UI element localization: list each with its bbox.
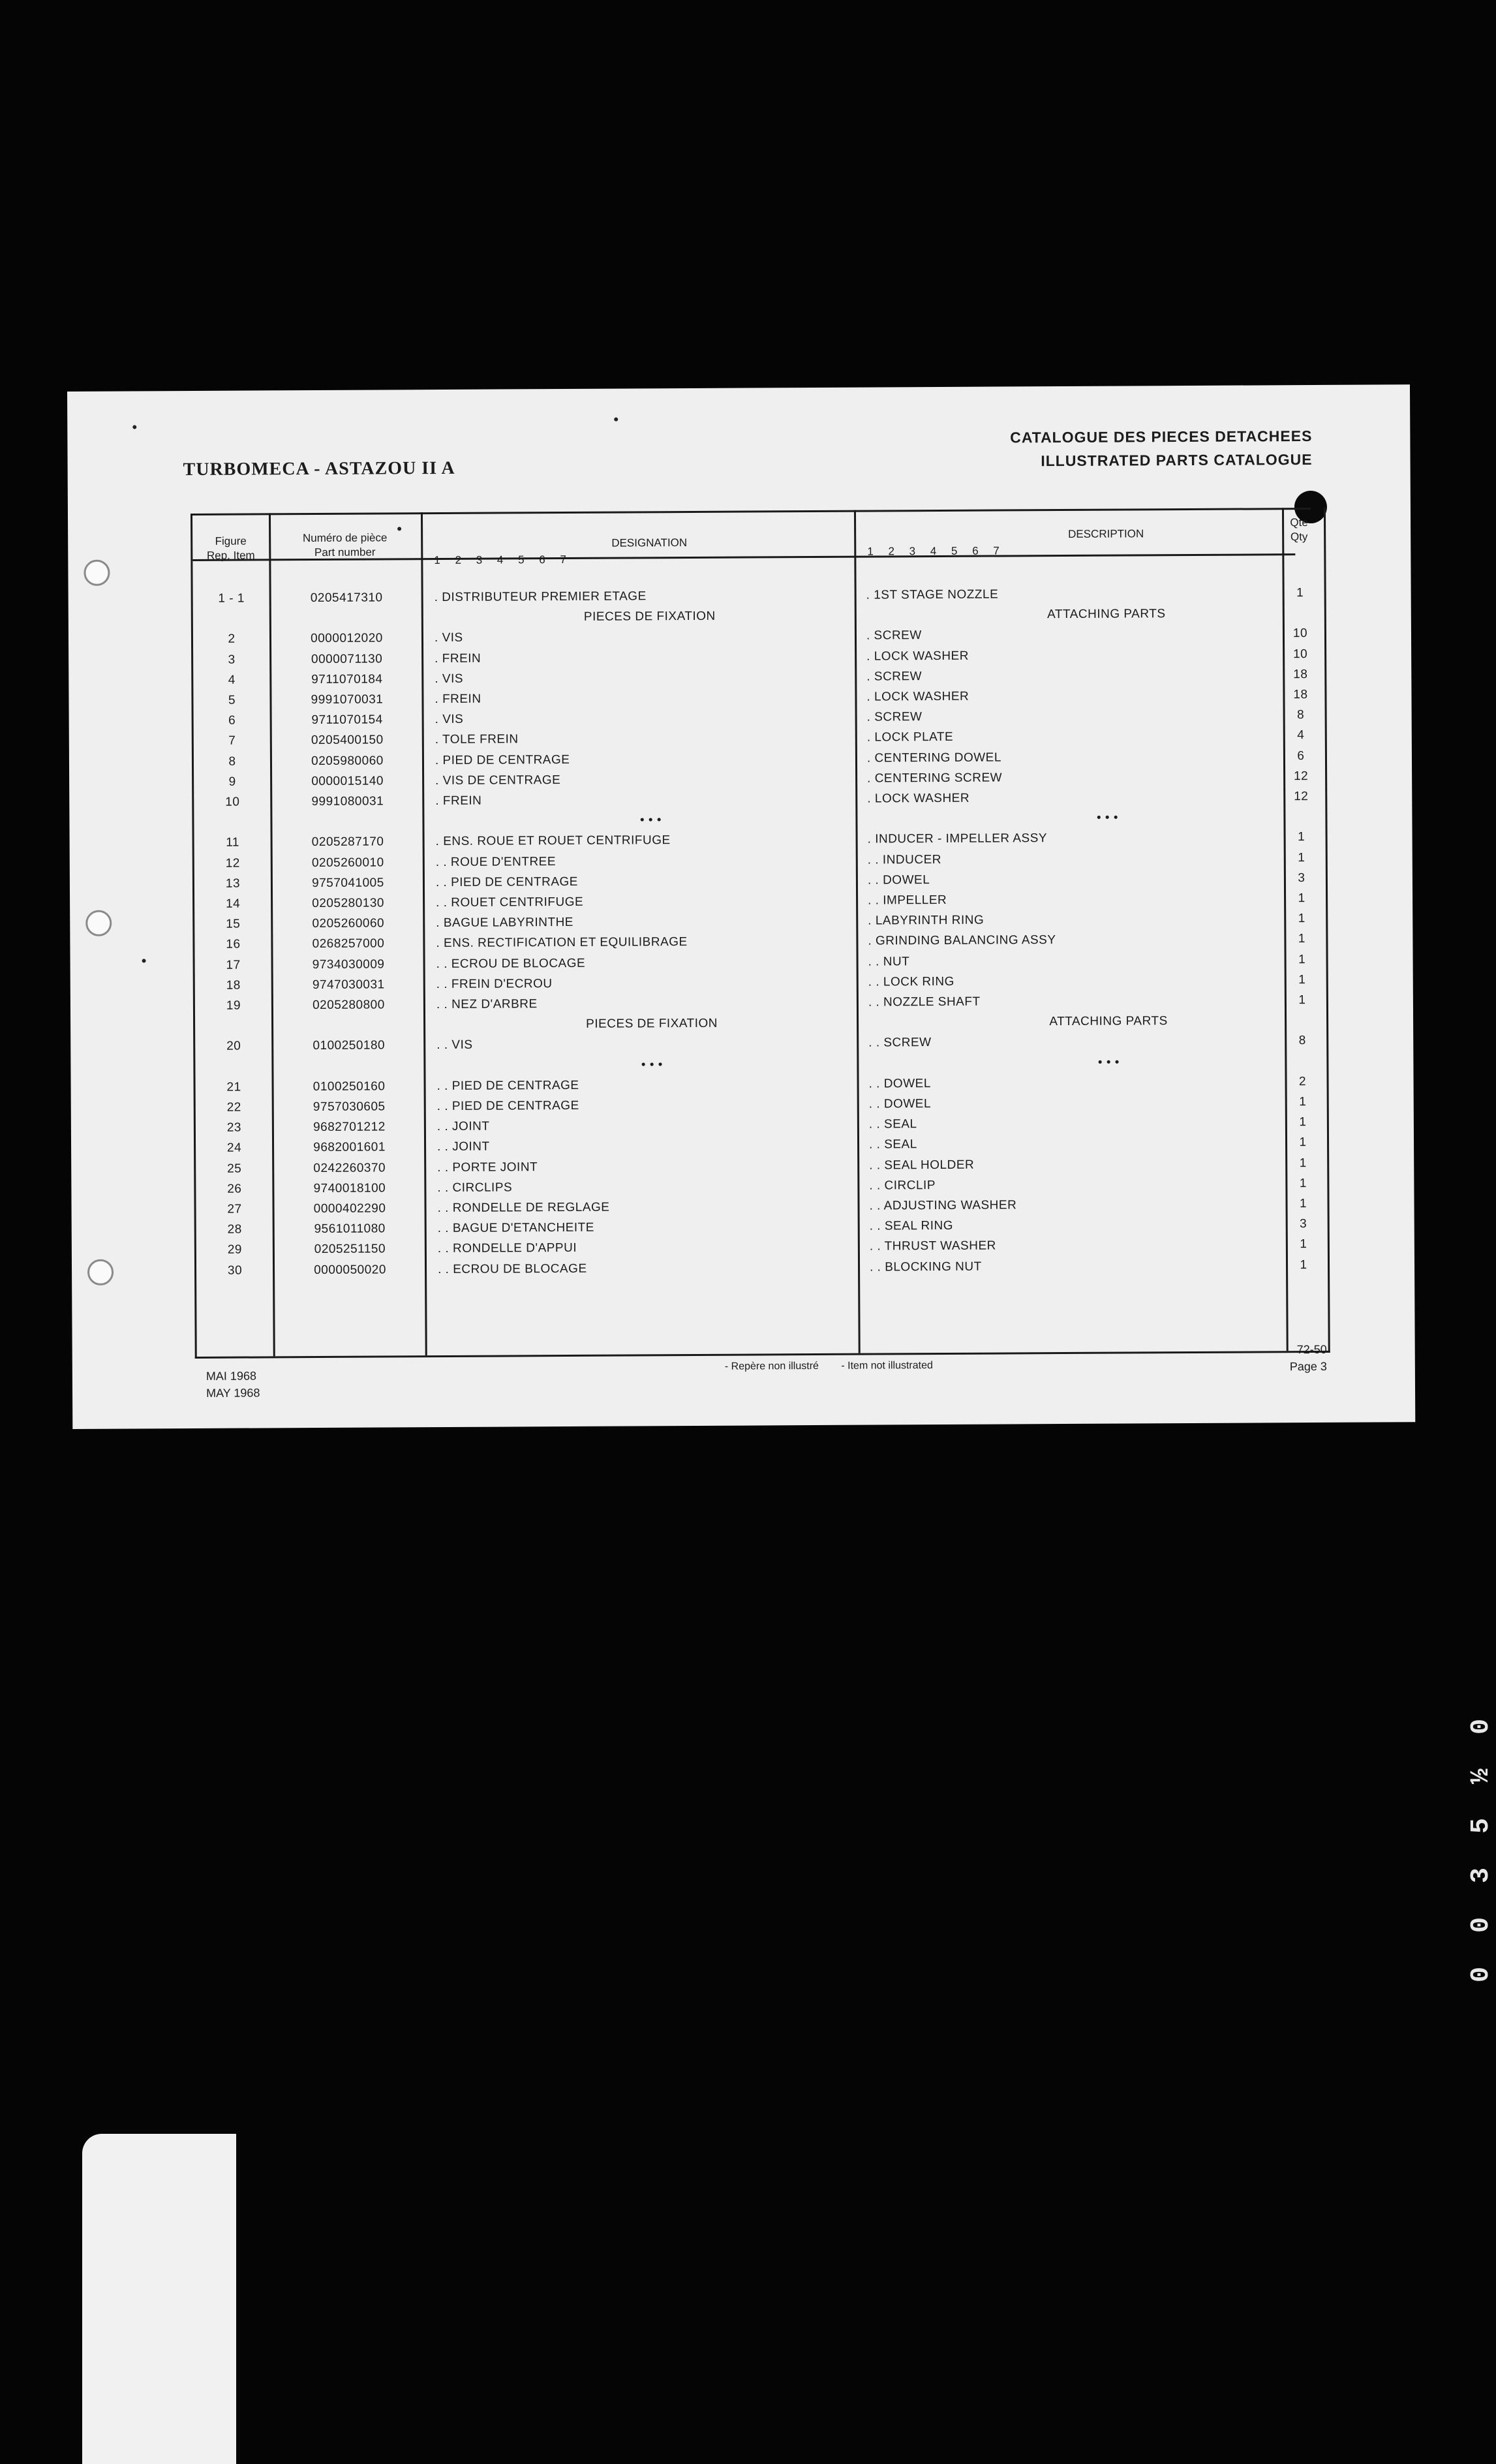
- part-number: 0205400150: [311, 733, 384, 748]
- part-number: 0000402290: [313, 1201, 386, 1216]
- col-figure-en: Rep. Item: [206, 549, 255, 562]
- page-ref: [1290, 1341, 1327, 1375]
- designation: . PIED DE CENTRAGE: [435, 752, 570, 767]
- speck: [142, 959, 146, 962]
- designation-heading: PIECES DE FIXATION: [586, 1016, 718, 1032]
- part-number: 9711070184: [311, 672, 383, 686]
- description: . SCREW: [866, 669, 923, 684]
- designation: . . PIED DE CENTRAGE: [435, 874, 578, 889]
- quantity: 10: [1292, 647, 1308, 661]
- description: . SCREW: [866, 710, 923, 724]
- col-designation: DESIGNATION: [611, 536, 688, 549]
- part-number: 0205417310: [310, 591, 383, 606]
- designation: . . RONDELLE DE REGLAGE: [437, 1200, 610, 1216]
- designation-heading: • • •: [639, 813, 662, 827]
- column-divider: [421, 512, 427, 1355]
- figure-item: 30: [227, 1263, 243, 1278]
- quantity: 1: [1298, 830, 1305, 844]
- binder-hole: [85, 910, 112, 936]
- designation-heading: PIECES DE FIXATION: [583, 609, 716, 624]
- figure-item: 22: [226, 1100, 241, 1115]
- figure-item: 10: [225, 795, 240, 809]
- issue-date-en: MAY 1968: [206, 1386, 260, 1400]
- description: . . THRUST WASHER: [869, 1239, 996, 1254]
- designation: . . PIED DE CENTRAGE: [436, 1078, 579, 1093]
- figure-item: 15: [226, 917, 241, 931]
- chapter-number: 72-50: [1296, 1342, 1327, 1357]
- quantity: 18: [1293, 688, 1308, 702]
- part-number: 9757041005: [312, 876, 384, 890]
- part-number: 0205287170: [311, 835, 384, 850]
- description-heading: ATTACHING PARTS: [1047, 607, 1166, 622]
- figure-item: 21: [226, 1080, 241, 1094]
- part-number: 9682001601: [313, 1140, 386, 1155]
- description: . . INDUCER: [867, 852, 942, 867]
- figure-item: 19: [226, 998, 241, 1013]
- figure-item: 12: [225, 856, 240, 870]
- quantity: 1: [1298, 850, 1305, 865]
- description: . LOCK PLATE: [866, 730, 954, 745]
- page-number: Page 3: [1289, 1359, 1327, 1374]
- catalogue-title-en: ILLUSTRATED PARTS CATALOGUE: [1041, 451, 1313, 470]
- quantity: 1: [1299, 1156, 1307, 1170]
- figure-item: 4: [228, 673, 236, 687]
- figure-item: 28: [227, 1222, 242, 1237]
- part-number: 0000012020: [311, 631, 383, 646]
- part-number: 0205260010: [311, 855, 384, 870]
- designation: . VIS: [434, 631, 463, 645]
- figure-item: 9: [228, 775, 236, 789]
- description: . LOCK WASHER: [867, 791, 970, 806]
- quantity: 12: [1293, 769, 1309, 783]
- quantity: 1: [1296, 586, 1304, 600]
- quantity: 1: [1298, 952, 1306, 966]
- description: . CENTERING SCREW: [867, 771, 1003, 786]
- quantity: 6: [1297, 748, 1305, 763]
- quantity: 1: [1298, 993, 1306, 1008]
- column-divider: [854, 510, 861, 1353]
- designation: . FREIN: [435, 793, 482, 808]
- film-strip-edge: [82, 2134, 236, 2464]
- quantity: 4: [1297, 728, 1305, 743]
- catalogue-title: [1010, 424, 1313, 472]
- speck: [614, 418, 618, 422]
- indent-digits: 1 2 3 4 5 6 7: [434, 553, 572, 567]
- part-number: 0242260370: [313, 1161, 386, 1175]
- description: . . DOWEL: [867, 872, 930, 887]
- designation: . . ROUET CENTRIFUGE: [436, 895, 584, 910]
- description-heading: • • •: [1096, 810, 1118, 825]
- part-number: 9561011080: [314, 1222, 386, 1237]
- designation: . FREIN: [435, 651, 481, 666]
- issue-date: [206, 1367, 260, 1401]
- description: . . CIRCLIP: [869, 1178, 936, 1193]
- part-number: 0205280130: [312, 896, 384, 911]
- part-number: 0205980060: [311, 754, 384, 768]
- binder-hole: [84, 560, 110, 586]
- col-qty-en: Qty: [1290, 531, 1308, 544]
- quantity: 1: [1298, 912, 1305, 926]
- designation: . VIS: [435, 671, 464, 686]
- catalogue-page: [67, 384, 1415, 1429]
- part-number: 0205280800: [313, 998, 385, 1013]
- figure-item: 24: [226, 1141, 242, 1156]
- quantity: 3: [1298, 870, 1305, 885]
- quantity: 18: [1293, 667, 1308, 681]
- description: . SCREW: [866, 628, 922, 643]
- description: . . DOWEL: [868, 1097, 932, 1111]
- figure-item: 20: [226, 1040, 241, 1054]
- description: . . SEAL RING: [869, 1219, 954, 1233]
- quantity: 1: [1298, 972, 1306, 987]
- designation: . DISTRIBUTEUR PREMIER ETAGE: [434, 589, 647, 605]
- speck: [132, 425, 136, 429]
- col-figure: [192, 534, 269, 563]
- quantity: 1: [1298, 891, 1305, 906]
- quantity: 12: [1294, 790, 1309, 804]
- description: . . SEAL: [868, 1117, 917, 1132]
- not-illustrated-note: [725, 1357, 933, 1376]
- col-part-en: Part number: [314, 546, 376, 559]
- quantity: 8: [1297, 708, 1305, 722]
- figure-item: 5: [228, 693, 236, 707]
- description-heading: • • •: [1097, 1055, 1120, 1070]
- part-number: 9991080031: [311, 794, 384, 809]
- quantity: 2: [1298, 1074, 1307, 1088]
- designation: . . PORTE JOINT: [437, 1160, 538, 1175]
- description: . . LOCK RING: [868, 974, 954, 989]
- part-number: 0205251150: [314, 1242, 386, 1257]
- col-part-fr: Numéro de pièce: [302, 531, 388, 545]
- col-description: DESCRIPTION: [1068, 527, 1144, 540]
- parts-table: [191, 508, 1330, 1359]
- designation: . ENS. ROUE ET ROUET CENTRIFUGE: [435, 833, 671, 849]
- quantity: 1: [1299, 1095, 1307, 1109]
- designation: . . ECROU DE BLOCAGE: [436, 956, 586, 971]
- part-number: 9991070031: [311, 692, 384, 707]
- designation: . ENS. RECTIFICATION ET EQUILIBRAGE: [436, 935, 688, 951]
- figure-item: 26: [227, 1182, 242, 1196]
- figure-item: 7: [228, 734, 236, 748]
- designation: . . NEZ D'ARBRE: [436, 997, 538, 1012]
- figure-item: 14: [225, 897, 241, 911]
- part-number: 0100250160: [313, 1079, 386, 1094]
- quantity: 1: [1300, 1257, 1307, 1272]
- description: . GRINDING BALANCING ASSY: [868, 933, 1056, 948]
- designation: . . ROUE D'ENTREE: [435, 854, 557, 869]
- table-top-rule: [192, 508, 1311, 516]
- figure-item: 8: [228, 754, 236, 769]
- quantity: 3: [1300, 1217, 1307, 1231]
- description: . LABYRINTH RING: [868, 913, 985, 928]
- description: . . BLOCKING NUT: [869, 1259, 982, 1274]
- designation: . . VIS: [436, 1038, 473, 1053]
- part-number: 9711070154: [311, 713, 383, 728]
- description: . . DOWEL: [868, 1076, 931, 1091]
- document-title: TURBOMECA - ASTAZOU II A: [183, 457, 455, 480]
- figure-item: 1 - 1: [218, 591, 245, 606]
- part-number: 0268257000: [312, 936, 385, 951]
- col-qty: [1283, 516, 1315, 544]
- part-number: 9734030009: [312, 957, 385, 972]
- designation: . BAGUE LABYRINTHE: [436, 916, 573, 931]
- quantity: 8: [1298, 1034, 1306, 1048]
- description: . INDUCER - IMPELLER ASSY: [867, 831, 1048, 846]
- quantity: 1: [1298, 932, 1306, 946]
- designation: . FREIN: [435, 692, 481, 707]
- film-frame-number: 0 0 3 5 ½ 0: [1467, 1710, 1496, 1983]
- quantity: 1: [1299, 1176, 1307, 1190]
- description: . . SCREW: [868, 1036, 932, 1050]
- description: . 1ST STAGE NOZZLE: [866, 587, 999, 602]
- part-number: 9757030605: [313, 1100, 386, 1115]
- designation: . VIS DE CENTRAGE: [435, 773, 561, 788]
- part-number: 0000071130: [311, 652, 383, 666]
- figure-item: 17: [226, 958, 241, 972]
- figure-item: 3: [228, 653, 236, 667]
- figure-item: 2: [228, 632, 236, 647]
- binder-hole: [87, 1259, 114, 1286]
- part-number: 0100250180: [313, 1038, 386, 1053]
- figure-item: 6: [228, 713, 236, 728]
- designation-heading: • • •: [641, 1057, 663, 1072]
- figure-item: 23: [226, 1120, 242, 1135]
- designation: . . JOINT: [437, 1140, 490, 1154]
- description: . LOCK WASHER: [866, 649, 969, 664]
- designation: . . JOINT: [436, 1119, 490, 1134]
- col-part-number: [269, 531, 421, 560]
- catalogue-title-fr: CATALOGUE DES PIECES DETACHEES: [1010, 427, 1313, 446]
- quantity: 1: [1300, 1237, 1307, 1252]
- part-number: 0000050020: [314, 1263, 386, 1277]
- designation: . . ECROU DE BLOCAGE: [437, 1261, 587, 1276]
- description: . LOCK WASHER: [866, 689, 969, 704]
- description-heading: ATTACHING PARTS: [1049, 1014, 1168, 1029]
- note-en: - Item not illustrated: [841, 1360, 933, 1372]
- description: . . IMPELLER: [868, 893, 947, 908]
- figure-item: 16: [226, 938, 241, 952]
- figure-item: 25: [227, 1162, 242, 1176]
- note-fr: - Repère non illustré: [724, 1360, 819, 1372]
- designation: . TOLE FREIN: [435, 732, 519, 747]
- part-number: 0205260060: [312, 916, 385, 931]
- figure-item: 29: [227, 1243, 243, 1257]
- col-figure-fr: Figure: [215, 534, 247, 547]
- designation: . . RONDELLE D'APPUI: [437, 1241, 577, 1256]
- col-qty-fr: Qte: [1290, 516, 1308, 529]
- part-number: 9682701212: [313, 1120, 386, 1135]
- designation: . . FREIN D'ECROU: [436, 976, 553, 991]
- indent-digits: 1 2 3 4 5 6 7: [867, 544, 1005, 558]
- designation: . . BAGUE D'ETANCHEITE: [437, 1220, 594, 1236]
- figure-item: 13: [225, 876, 241, 891]
- figure-item: 18: [226, 978, 241, 993]
- designation: . . CIRCLIPS: [437, 1180, 513, 1195]
- description: . CENTERING DOWEL: [866, 750, 1001, 765]
- description: . . NOZZLE SHAFT: [868, 994, 981, 1009]
- figure-item: 27: [227, 1202, 242, 1216]
- quantity: 10: [1292, 626, 1308, 641]
- part-number: 0000015140: [311, 774, 384, 788]
- description: . . ADJUSTING WASHER: [869, 1198, 1017, 1213]
- designation: . . PIED DE CENTRAGE: [436, 1098, 579, 1114]
- issue-date-fr: MAI 1968: [206, 1369, 257, 1383]
- part-number: 9747030031: [312, 978, 385, 992]
- description: . . NUT: [868, 954, 910, 969]
- quantity: 1: [1299, 1197, 1307, 1211]
- quantity: 1: [1299, 1115, 1307, 1130]
- description: . . SEAL: [869, 1137, 917, 1152]
- part-number: 9740018100: [313, 1181, 386, 1195]
- figure-item: 11: [226, 836, 240, 850]
- description: . . SEAL HOLDER: [869, 1158, 975, 1173]
- designation: . VIS: [435, 713, 464, 727]
- quantity: 1: [1299, 1135, 1307, 1150]
